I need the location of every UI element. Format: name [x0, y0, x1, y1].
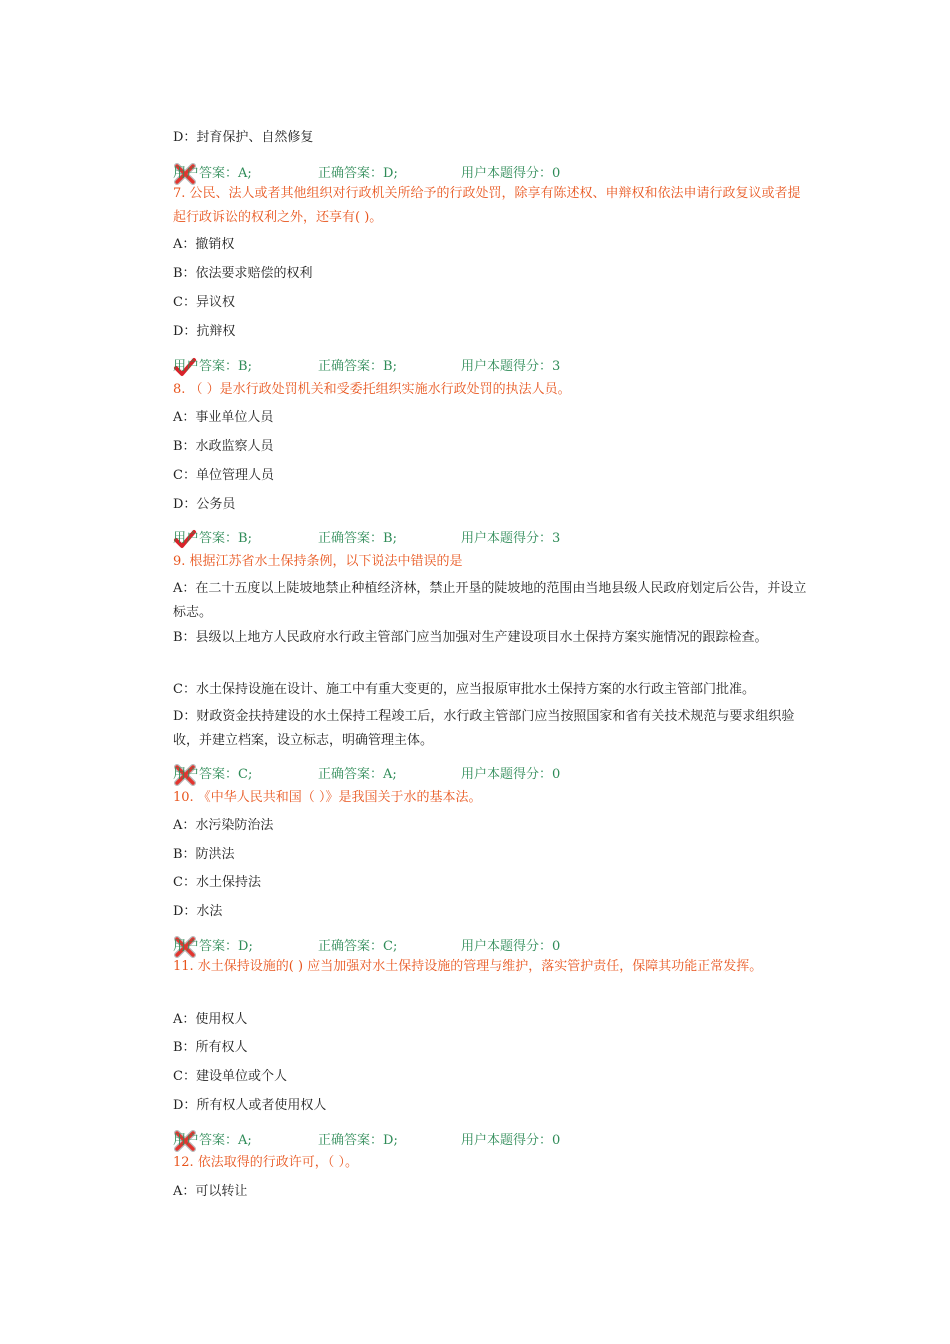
result-row [173, 162, 813, 182]
correct-answer: 正确答案：C; [318, 939, 398, 954]
option-c: C：水土保持设施在设计、施工中有重大变更的，应当报原审批水土保持方案的水行政主管部门批准。 [173, 682, 755, 697]
user-answer: 用户答案：C; [173, 767, 253, 782]
user-answer: 用户答案：D; [173, 939, 253, 954]
option-d: D：抗辩权 [173, 324, 236, 339]
result-row [173, 763, 813, 783]
question-title: 10. 《中华人民共和国（ ）》是我国关于水的基本法。 [173, 790, 482, 805]
option-a: A：事业单位人员 [173, 410, 274, 425]
correct-answer: 正确答案：B; [318, 359, 397, 374]
option-b: B：防洪法 [173, 847, 235, 862]
score: 用户本题得分：0 [461, 1133, 561, 1148]
option-b: B：所有权人 [173, 1040, 248, 1055]
result-row [173, 527, 813, 547]
correct-answer: 正确答案：D; [318, 1133, 398, 1148]
option-b: B：依法要求赔偿的权利 [173, 266, 313, 281]
option-a: A：撤销权 [173, 237, 235, 252]
question-title: 11. 水土保持设施的( ) 应当加强对水土保持设施的管理与维护，落实管护责任，保障其功能正常发挥。 [173, 959, 763, 974]
option-d: D：公务员 [173, 497, 236, 512]
question-title: 7. 公民、法人或者其他组织对行政机关所给予的行政处罚，除享有陈述权、申辩权和依法申请行政复议或者提起行政诉讼的权利之外，还享有( )。 [173, 186, 801, 225]
option-a: A：在二十五度以上陡坡地禁止种植经济林，禁止开垦的陡坡地的范围由当地县级人民政府划定后公告，并设立标志。 [173, 581, 807, 620]
result-row [173, 1129, 813, 1149]
option-d: D：所有权人或者使用权人 [173, 1098, 327, 1113]
option-d: D：水法 [173, 904, 223, 919]
result-row [173, 935, 813, 955]
option-c: C：异议权 [173, 295, 235, 310]
option-d: D：封育保护、自然修复 [173, 130, 314, 145]
user-answer: 用户答案：A; [173, 166, 252, 181]
user-answer: 用户答案：B; [173, 359, 252, 374]
score: 用户本题得分：0 [461, 939, 561, 954]
option-d: D：财政资金扶持建设的水土保持工程竣工后，水行政主管部门应当按照国家和省有关技术规范与要求组织验收，并建立档案，设立标志，明确管理主体。 [173, 709, 795, 748]
user-answer: 用户答案：B; [173, 531, 252, 546]
score: 用户本题得分：0 [461, 166, 561, 181]
user-answer: 用户答案：A; [173, 1133, 252, 1148]
option-c: C：建设单位或个人 [173, 1069, 287, 1084]
correct-answer: 正确答案：A; [318, 767, 397, 782]
score: 用户本题得分：0 [461, 767, 561, 782]
option-a: A：水污染防治法 [173, 818, 274, 833]
option-a: A：使用权人 [173, 1012, 248, 1027]
option-c: C：水土保持法 [173, 875, 261, 890]
option-a: A：可以转让 [173, 1184, 248, 1199]
option-b: B：水政监察人员 [173, 439, 274, 454]
question-title: 9. 根据江苏省水土保持条例，以下说法中错误的是 [173, 554, 463, 569]
result-row [173, 355, 813, 375]
score: 用户本题得分：3 [461, 359, 561, 374]
correct-answer: 正确答案：B; [318, 531, 397, 546]
question-title: 8. （ ）是水行政处罚机关和受委托组织实施水行政处罚的执法人员。 [173, 382, 571, 397]
score: 用户本题得分：3 [461, 531, 561, 546]
option-c: C：单位管理人员 [173, 468, 274, 483]
option-b: B：县级以上地方人民政府水行政主管部门应当加强对生产建设项目水土保持方案实施情况的跟踪检查。 [173, 630, 768, 645]
question-title: 12. 依法取得的行政许可，（ ）。 [173, 1155, 358, 1170]
correct-answer: 正确答案：D; [318, 166, 398, 181]
